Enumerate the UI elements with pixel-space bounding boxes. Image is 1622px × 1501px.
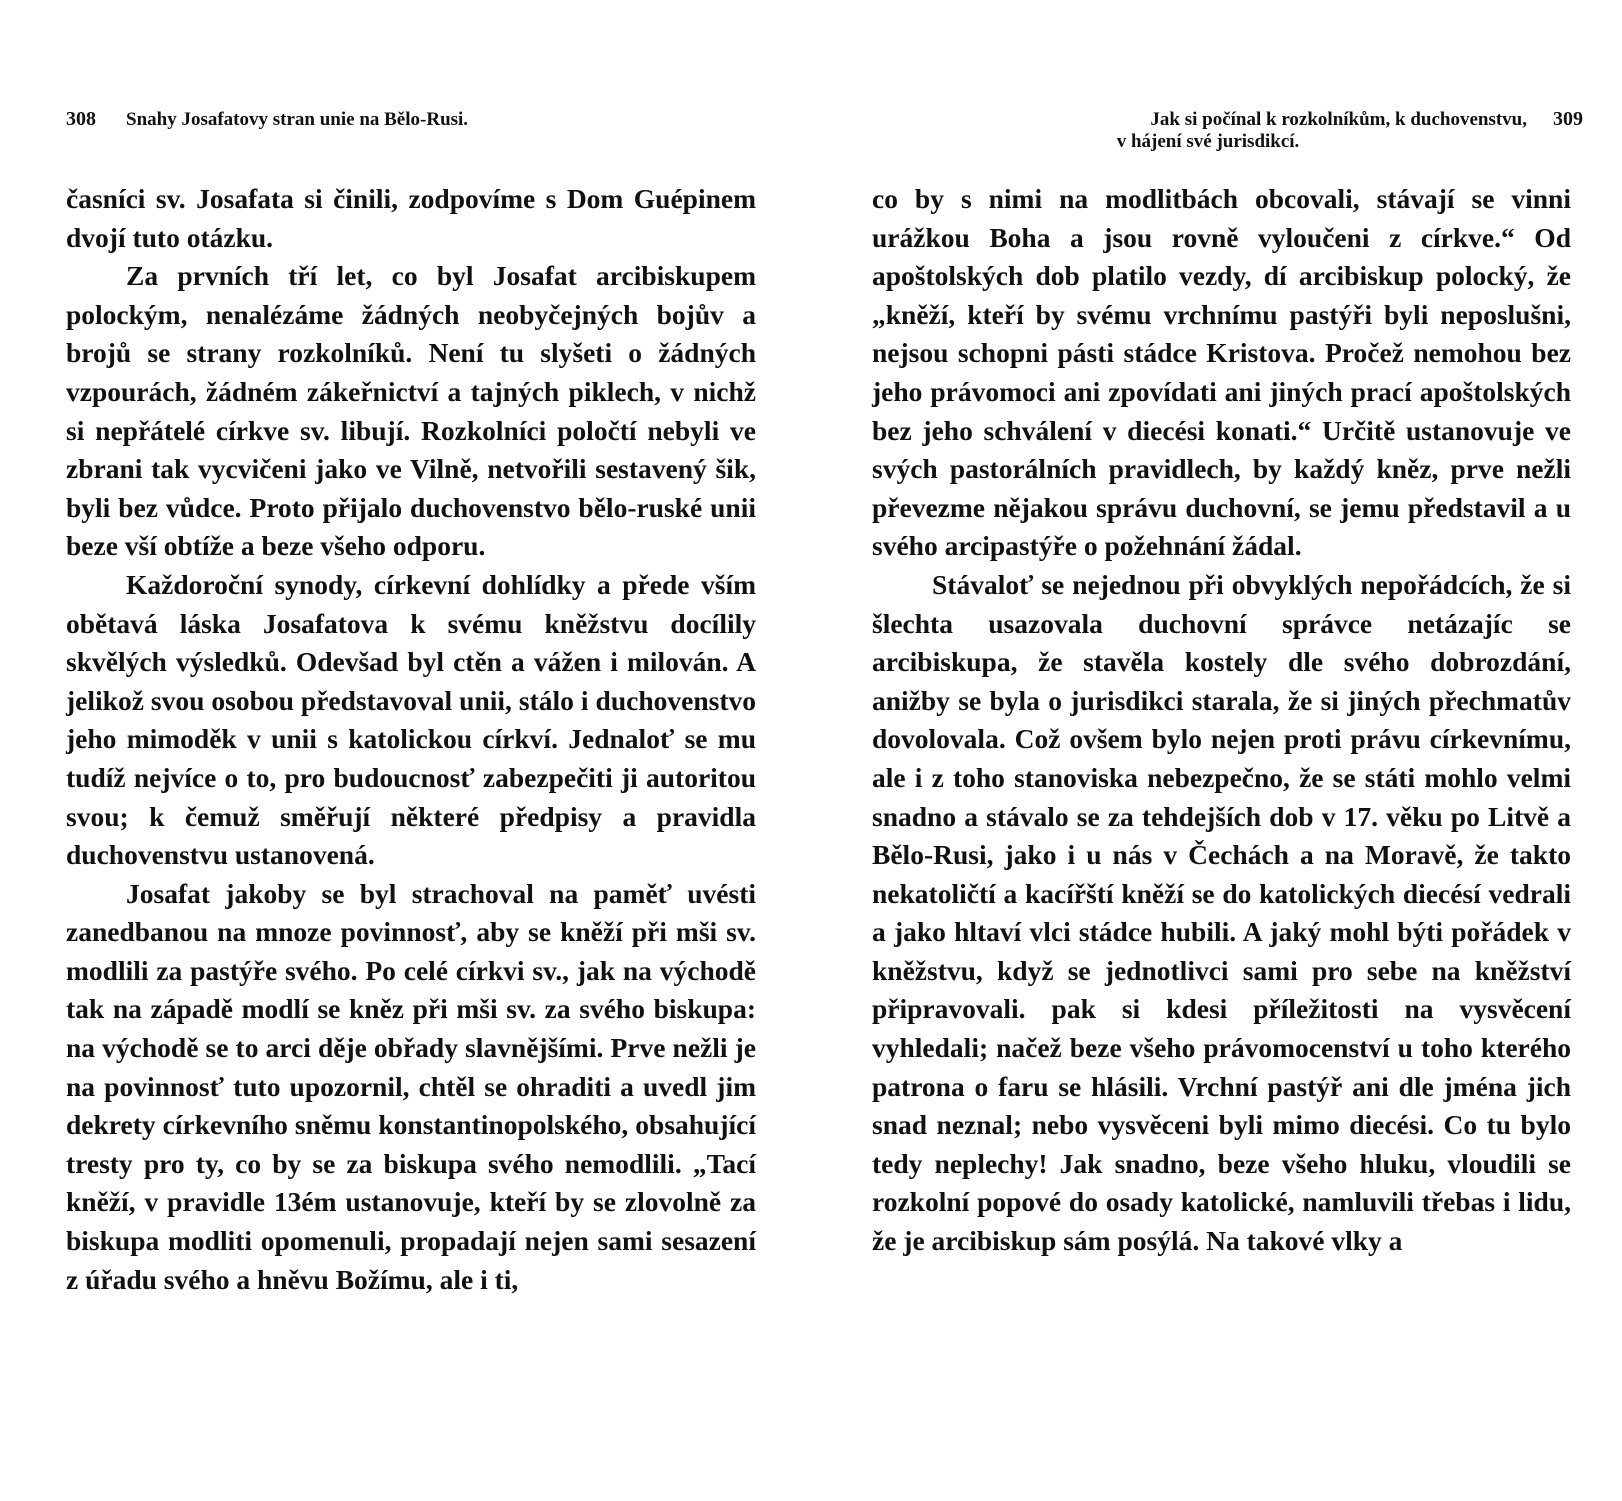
left-page-body: [66, 180, 756, 1299]
left-paragraph-3: Každoroční synody, církevní dohlídky a přede vším obětavá láska Josafatova k svému kněžstvu docílily skvělých výsledků. Odevšad byl ctěn a vážen i milován. A jelikož svou osobou představoval unii, stálo i duchovenstvo jeho mimoděk v unii s katolickou církví. Jednaloť se mu tudíž nejvíce o to, pro budoucnosť zabezpečiti ji autoritou svou; k čemuž směřují některé předpisy a pravidla duchovenstvu ustanovená.: [66, 568, 756, 871]
right-running-head-line1: Jak si počínal k rozkolníkům, k duchovenstvu,: [1150, 109, 1527, 130]
right-page: [811, 0, 1622, 1501]
right-page-body: [872, 180, 1571, 1261]
left-page-number: 308: [66, 108, 96, 130]
right-running-head-line2: v hájení své jurisdikcí.: [1116, 131, 1300, 152]
left-paragraph-4: Josafat jakoby se byl strachoval na paměť uvésti zanedbanou na mnoze povinnosť, aby se kněží při mši sv. modlili za pastýře svého. Po celé církvi sv., jak na východě tak na západě modlí se kněz při mši sv. za svého biskupa: na východě se to arci děje obřady slavnějšími. Prve nežli je na povinnosť tuto upozornil, chtěl se ohraditi a uvedl jim dekrety církevního sněmu konstantinopolského, obsahující tresty pro ty, co by se za biskupa svého nemodlili. „Tací kněží, v pravidle 13ém ustanovuje, kteří by se zlovolně za biskupa modliti opomenuli, propadají nejen sami sesazení z úřadu svého a hněvu Božímu, ale i ti,: [66, 877, 756, 1295]
right-paragraph-2: Stávaloť se nejednou při obvyklých nepořádcích, že si šlechta usazovala duchovní správce netázajíc se arcibiskupa, že stavěla kostely dle svého dobrozdání, anižby se byla o jurisdikci starala, že si jiných přechmatův dovolovala. Což ovšem bylo nejen proti právu církevnímu, ale i z toho stanoviska nebezpečno, že se státi mohlo velmi snadno a stávalo se za tehdejších dob v 17. věku po Litvě a Bělo-Rusi, jako i u nás v Čechách a na Moravě, že takto nekatoličtí a kacířští kněží se do katolických diecésí vedrali a jako hltaví vlci stádce hubili. A jaký mohl býti pořádek v kněžstvu, když se jednotlivci sami pro sebe na kněžství připravovali. pak si kdesi příležitosti na vysvěcení vyhledali; načež beze všeho právomocenství u toho kterého patrona o faru se hlásili. Vrchní pastýř ani dle jména jich snad neznal; nebo vysvěceni byli mimo diecési. Co tu bylo tedy neplechy! Jak snadno, beze všeho hluku, vloudili se rozkolní popové do osady katolické, namluvili třebas i lidu, že je arcibiskup sám posýlá. Na takové vlky a: [872, 568, 1571, 1257]
left-running-head: Snahy Josafatovy stran unie na Bělo-Rusi.: [126, 109, 469, 130]
right-page-header: [873, 108, 1583, 153]
left-page-header: [66, 108, 766, 131]
right-page-number: 309: [1553, 108, 1583, 130]
left-paragraph-1: časníci sv. Josafata si činili, zodpovíme s Dom Guépinem dvojí tuto otázku.: [66, 183, 756, 253]
right-paragraph-1: co by s nimi na modlitbách obcovali, stávají se vinni urážkou Boha a jsou rovně vyloučeni z církve.“ Od apoštolských dob platilo vezdy, dí arcibiskup polocký, že „kněží, kteří by svému vrchnímu pastýři byli neposlušni, nejsou schopni pásti stádce Kristova. Pročež nemohou bez jeho právomoci ani zpovídati ani jiných prací apoštolských bez jeho schválení v diecési konati.“ Určitě ustanovuje ve svých pastorálních pravidlech, by každý kněz, prve nežli převezme nějakou správu duchovní, se jemu představil a u svého arcipastýře o požehnání žádal.: [872, 183, 1571, 562]
left-paragraph-2: Za prvních tří let, co byl Josafat arcibiskupem polockým, nenalézáme žádných neobyčejných bojův a brojů se strany rozkolníků. Není tu slyšeti o žádných vzpourách, žádném zákeřnictví a tajných piklech, v nichž si nepřátelé církve sv. libují. Rozkolníci poločtí nebyli ve zbrani tak vycvičeni jako ve Vilně, netvořili sestavený šik, byli bez vůdce. Proto přijalo duchovenstvo bělo-ruské unii beze vší obtíže a beze všeho odporu.: [66, 260, 756, 562]
